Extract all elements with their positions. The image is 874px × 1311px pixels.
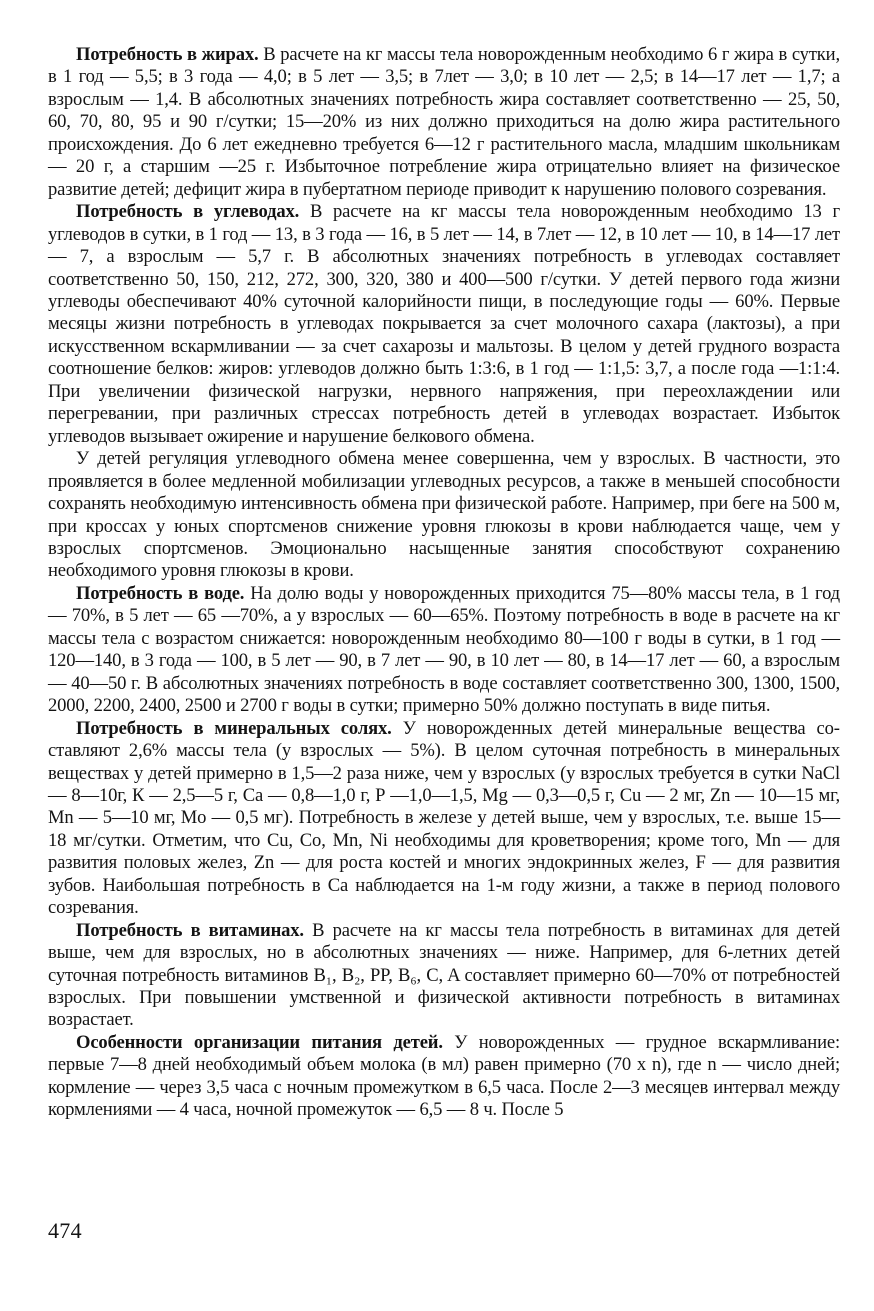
paragraph-heading: Потребность в минеральных солях. (76, 717, 392, 739)
paragraph-text: В расчете на кг массы тела новорожденным необходимо 13 г углеводов в сутки, в 1 год — 13, в 3 года — 16, в 5 лет — 14, в 7лет — 12, в 10 лет — 10, в 14—17 лет — 7, а взрослым — 5,7 г. В абсолютных значениях потребность в углеводах составляет соответственно 50, 150, 212, 272, 300, 320, 380 и 400—500 г/сутки. У детей первого года жизни углеводы обеспечивают 40% суточной калорийности пищи, в последующие годы — 60%. Первые месяцы жизни потребность в углеводах покрывается за счет молочного сахара (лактозы), а при искусственном вскармливании — за счет сахарозы и мальтозы. В целом у детей грудного возраста соотношение белков: жиров: углеводов должно быть 1:3:6, в 1 год — 1:1,5: 3,7, а после года —1:1:4. При увеличении физической нагрузки, нервного напряжения, при переохлаждении или перегревании, при различных стрессах потребность детей в углеводах возрастает. Избыток углеводов вызывает ожирение и нарушение белкового обмена. (48, 201, 840, 447)
paragraph-vitamins (48, 920, 840, 1032)
paragraph-carbohydrate-regulation (48, 448, 840, 583)
page-number: 474 (48, 1218, 82, 1243)
paragraph-text: У детей регуляция углеводного обмена менее совершенна, чем у взрослых. В частности, это проявляется в более медленной мобилизации углеводных ресурсов, а также в меньшей способности сохранять необходимую интенсивность обмена при физической работе. Например, при беге на 500 м, при кроссах у юных спортсменов снижение уровня глюкозы в крови наблюдается чаще, чем у взрослых спортсменов. Эмоционально насыщенные занятия способствуют сохранению необходимого уровня глюкозы в крови. (48, 448, 840, 582)
paragraph-heading: Потребность в жирах. (76, 44, 259, 65)
paragraph-heading: Потребность в воде. (76, 582, 245, 604)
paragraph-heading: Потребность в углеводах. (76, 201, 300, 223)
paragraph-water (48, 583, 840, 718)
paragraph-fats (48, 44, 840, 201)
body-text (48, 44, 840, 1122)
paragraph-text: В расчете на кг массы тела потребность в витаминах для детей выше, чем для взрослых, но в абсолютных значениях — ниже. Например, для 6-летних детей суточная потребность витаминов B₁, B₂, PP, B₆, C, A составляет примерно 60—70% от потребностей взрослых. При повышении умственной и физической активности потребность в витаминах возрастает. (48, 919, 840, 1031)
paragraph-text: В расчете на кг массы тела новорожденным необходимо 6 г жира в сутки, в 1 год — 5,5; в 3 года — 4,0; в 5 лет — 3,5; в 7лет — 3,0; в 10 лет — 2,5; в 14—17 лет — 1,7; а взрослым — 1,4. В абсолютных значениях потребность жира составляет соответственно — 25, 50, 60, 70, 80, 95 и 90 г/сутки; 15—20% из них должно приходиться на долю жира растительного происхождения. До 6 лет ежедневно требуется 6—12 г растительного масла, младшим школьникам — 20 г, а старшим —25 г. Избыточное потребление жира отрицательно влияет на физическое развитие детей; дефицит жира в пубертатном периоде приводит к нарушению полового созревания. (48, 44, 840, 200)
paragraph-feeding-organization (48, 1032, 840, 1122)
paragraph-minerals (48, 718, 840, 920)
paragraph-carbohydrates (48, 201, 840, 448)
paragraph-text: У новорожденных — грудное вскармливание: первые 7—8 дней необходимый объем молока (в мл) равен примерно (70 х n), где n — число дней; кормление — через 3,5 часа с ночным промежутком в 6,5 часа. После 2—3 месяцев интервал между кормлениями — 4 часа, ночной промежуток — 6,5 — 8 ч. После 5 (48, 1031, 840, 1121)
paragraph-heading: Потребность в витаминах. (76, 919, 304, 941)
paragraph-text: На долю воды у новорожденных приходится 75—80% массы тела, в 1 год — 70%, в 5 лет — 65 —70%, а у взрослых — 60—65%. Поэтому потребность в воде в расчете на кг массы тела с возрастом снижается: новорожденным необходимо 80—100 г воды в сутки, в 1 год — 120—140, в 3 года — 100, в 5 лет — 90, в 7 лет — 90, в 10 лет — 80, в 14—17 лет — 60, а взрослым — 40—50 г. В абсолютных значениях потребность в воде составляет соответственно 300, 1300, 1500, 2000, 2200, 2400, 2500 и 2700 г воды в сутки; примерно 50% должно поступать в виде питья. (48, 582, 840, 717)
paragraph-heading: Особенности организации питания детей. (76, 1031, 443, 1053)
paragraph-text: У новорожденных детей минеральные вещества составляют 2,6% массы тела (у взрослых — 5%). В целом суточная потребность в минеральных веществах у детей примерно в 1,5—2 раза ниже, чем у взрослых (у взрослых требуется в сутки NaCl — 8—10г, К — 2,5—5 г, Са — 0,8—1,0 г, Р —1,0—1,5, Mg — 0,3—0,5 г, Cu — 2 мг, Zn — 10—15 мг, Mn — 5—10 мг, Mo — 0,5 мг). Потребность в железе у детей выше, чем у взрослых, т.е. выше 15—18 мг/сутки. Отметим, что Cu, Co, Mn, Ni необходимы для кроветворения; кроме того, Mn — для развития половых желез, Zn — для роста костей и многих эндокринных желез, F — для развития зубов. Наибольшая потребность в Са наблюдается на 1-м году жизни, а также в период полового созревания. (48, 717, 840, 919)
